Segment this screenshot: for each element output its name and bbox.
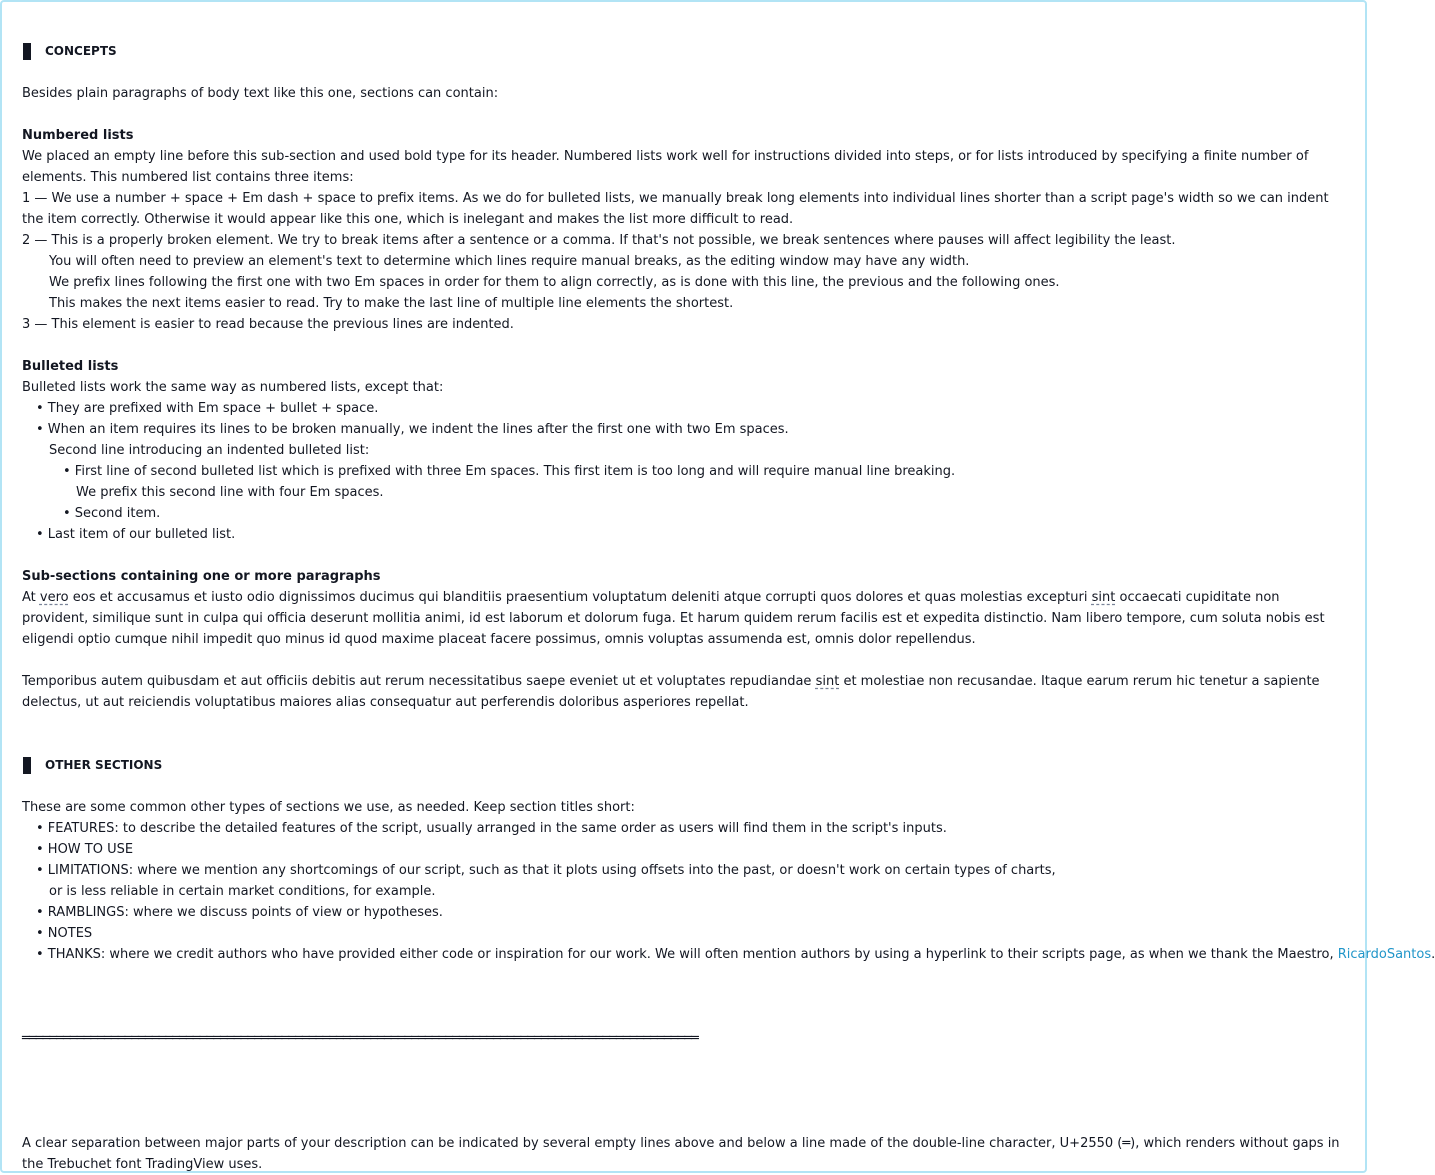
text-run: eos et accusamus et iusto odio dignissimos ducimus qui blanditiis praesentium voluptatum deleniti atque corrupti quos dolores et quas molestias excepturi	[68, 590, 1092, 605]
section-title-text: OTHER SECTIONS	[45, 758, 163, 772]
numbered-item-2-line-3: We prefix lines following the first one with two Em spaces in order for them to align correctly, as is done with this line, the previous and the following ones.	[49, 275, 1060, 290]
bullet-limitations: • LIMITATIONS: where we mention any shortcomings of our script, such as that it plots using offsets into the past, or doesn't work on certain types of charts,	[36, 863, 1056, 878]
bullet-item-2: • When an item requires its lines to be broken manually, we indent the lines after the first one with two Em spaces.	[36, 422, 789, 437]
sub-bullet-item-2: • Second item.	[63, 506, 161, 521]
abbr-vero[interactable]: vero	[39, 590, 69, 605]
bullet-thanks	[22, 944, 1435, 965]
ricardosantos-link[interactable]: RicardoSantos	[1337, 947, 1432, 962]
numbered-lists-title: Numbered lists	[22, 128, 134, 143]
description-content	[22, 2, 1435, 1175]
text-run: • THANKS: where we credit authors who have provided either code or inspiration for our work. We will often mention authors by using a hyperlink to their scripts page, as when we thank the Maestro,	[36, 947, 1338, 962]
bullet-features: • FEATURES: to describe the detailed features of the script, usually arranged in the same order as users will find them in the script's inputs.	[36, 821, 947, 836]
concepts-intro: Besides plain paragraphs of body text like this one, sections can contain:	[22, 86, 499, 101]
other-intro: These are some common other types of sections we use, as needed. Keep section titles short:	[22, 800, 635, 815]
numbered-item-2-line-4: This makes the next items easier to read. Try to make the last line of multiple line elements the shortest.	[49, 296, 734, 311]
numbered-item-3: 3 — This element is easier to read because the previous lines are indented.	[22, 317, 514, 332]
text-run: et molestiae non recusandae. Itaque earum rerum hic tenetur a sapiente delectus, ut aut reiciendis voluptatibus maiores alias consequatur aut perferendis doloribus asperiores repellat.	[22, 674, 1320, 710]
double-line-separator: ═══════════════════════════════════════════════════════════════════════════════════════════════════	[22, 1031, 698, 1046]
bullet-item-2-line-2: Second line introducing an indented bulleted list:	[49, 443, 370, 458]
numbered-item-2: 2 — This is a properly broken element. We try to break items after a sentence or a comma. If that's not possible, we break sentences where pauses will affect legibility the least.	[22, 233, 1176, 248]
subsections-title: Sub-sections containing one or more paragraphs	[22, 569, 381, 584]
bulleted-lists-title: Bulleted lists	[22, 359, 119, 374]
bullet-ramblings: • RAMBLINGS: where we discuss points of view or hypotheses.	[36, 905, 443, 920]
abbr-sint[interactable]: sint	[815, 674, 840, 689]
subsection-paragraph-2	[22, 671, 1349, 713]
text-run: occaecati cupiditate non provident, similique sunt in culpa qui officia deserunt mollitia animi, id est laborum et dolorum fuga. Et harum quidem rerum facilis est et expedita distinctio. Nam libero tempore, cum soluta nobis est eligendi optio cumque nihil impedit quo minus id quod maxime placeat facere possimus, omnis voluptas assumenda est, omnis dolor repellendus.	[22, 590, 1325, 647]
bullet-notes: • NOTES	[36, 926, 93, 941]
bulleted-lists-intro: Bulleted lists work the same way as numbered lists, except that:	[22, 380, 444, 395]
text-run: Temporibus autem quibusdam et aut officiis debitis aut rerum necessitatibus saepe eveniet ut et voluptates repudiandae	[22, 674, 816, 689]
numbered-lists-intro: We placed an empty line before this sub-section and used bold type for its header. Numbered lists work well for instructions divided into steps, or for lists introduced by specifying a finite number of elements. This numbered list contains three items:	[22, 149, 1309, 185]
section-title-concepts	[22, 41, 1349, 62]
section-title-other	[22, 755, 1349, 776]
footer-note: A clear separation between major parts of your description can be indicated by several empty lines above and below a line made of the double-line character, U+2550 (═), which renders without gaps in the Trebuchet font TradingView uses.	[22, 1136, 1340, 1172]
bullet-item-1: • They are prefixed with Em space + bullet + space.	[36, 401, 379, 416]
text-run: .	[1431, 947, 1435, 962]
numbered-item-2-line-2: You will often need to preview an element's text to determine which lines require manual breaks, as the editing window may have any width.	[49, 254, 970, 269]
sub-bullet-item-1-line-2: We prefix this second line with four Em spaces.	[76, 485, 384, 500]
text-run: At	[22, 590, 40, 605]
subsection-paragraph-1	[22, 587, 1349, 650]
bullet-item-3: • Last item of our bulleted list.	[36, 527, 236, 542]
abbr-sint[interactable]: sint	[1091, 590, 1116, 605]
bullet-how-to-use: • HOW TO USE	[36, 842, 134, 857]
section-title-text: CONCEPTS	[45, 44, 117, 58]
sub-bullet-item-1: • First line of second bulleted list which is prefixed with three Em spaces. This first item is too long and will require manual line breaking.	[63, 464, 956, 479]
section-marker	[23, 43, 31, 60]
section-marker	[23, 757, 31, 774]
numbered-item-1: 1 — We use a number + space + Em dash + space to prefix items. As we do for bulleted lists, we manually break long elements into individual lines shorter than a script page's width so we can indent the item correctly. Otherwise it would appear like this one, which is inelegant and makes the list more difficult to read.	[22, 191, 1329, 227]
bullet-limitations-line-2: or is less reliable in certain market conditions, for example.	[49, 884, 436, 899]
